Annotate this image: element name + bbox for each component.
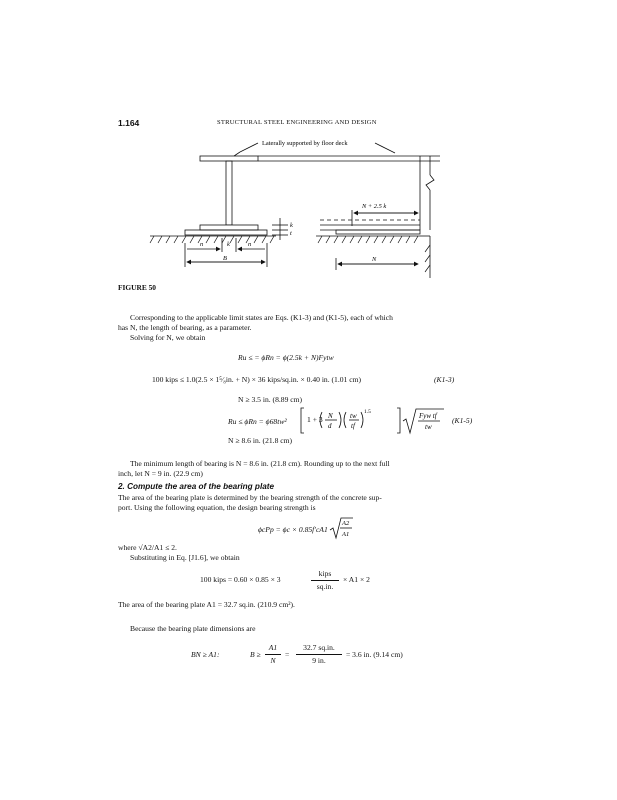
eq8-fraction1-num: A1 — [268, 643, 278, 652]
running-title: STRUCTURAL STEEL ENGINEERING AND DESIGN — [217, 119, 377, 126]
dims-line: Because the bearing plate dimensions are — [130, 624, 256, 633]
svg-text:1.5: 1.5 — [364, 409, 371, 415]
web — [226, 161, 232, 225]
equation-ru-2: Ru ≤ ϕRn = ϕ68tw² — [228, 417, 287, 426]
para1-line2: has N, the length of bearing, as a parameter. — [118, 323, 252, 332]
label-k-side: k — [290, 222, 293, 229]
eq-ref-k1-3: (K1-3) — [434, 375, 455, 384]
label-n-plus-2-5k: N + 2.5 k — [362, 203, 387, 210]
equation-b-ge: B ≥ — [250, 650, 261, 659]
para3-line1: The area of the bearing plate is determined by the bearing strength of the concrete sup- — [118, 493, 382, 502]
equation-100kips-2: 100 kips = 0.60 × 0.85 × 3 — [200, 575, 281, 584]
bottom-flange — [200, 225, 258, 230]
equation-ru-1: Ru ≤ = ϕRn = ϕ(2.5k + N)Fytw — [238, 353, 334, 362]
svg-text:A1: A1 — [342, 531, 350, 538]
section-heading: 2. Compute the area of the bearing plate — [118, 482, 275, 491]
label-k-mid: k — [227, 241, 230, 248]
para2-line1: The minimum length of bearing is N = 8.6 in. (21.8 cm). Rounding up to the next full — [130, 459, 390, 468]
para3-line2: port. Using the following equation, the design bearing strength is — [118, 503, 316, 512]
substitution-line: Substituting in Eq. [J1.6], we obtain — [130, 553, 240, 562]
eq7-fraction-den: sq.in. — [316, 582, 334, 591]
area-line: The area of the bearing plate A1 = 32.7 sq.in. (210.9 cm²). — [118, 600, 295, 609]
eq8-fraction2-den: 9 in. — [312, 656, 326, 665]
para1-line1: Corresponding to the applicable limit states are Eqs. (K1-3) and (K1-5), each of which — [130, 313, 393, 322]
label-n-right: n — [248, 241, 252, 248]
label-B: B — [223, 255, 227, 262]
label-n-left: n — [200, 241, 204, 248]
eq7-fraction-num: kips — [318, 569, 332, 578]
equation-n-min-2: N ≥ 8.6 in. (21.8 cm) — [228, 436, 293, 445]
label-N: N — [372, 256, 377, 263]
svg-text:A2: A2 — [342, 520, 350, 527]
label-lateral: Laterally supported by floor deck — [262, 140, 348, 147]
equation-bn: BN ≥ A1: — [191, 650, 220, 659]
where-line: where √A2/A1 ≤ 2. — [118, 543, 177, 552]
page-number: 1.164 — [118, 118, 140, 128]
top-flange — [200, 156, 258, 161]
svg-text:Fyw tf: Fyw tf — [419, 412, 437, 420]
svg-text:N: N — [328, 412, 333, 420]
eq7-fraction-bar — [311, 580, 339, 581]
eq8-fraction1-den: N — [270, 656, 276, 665]
eq-ref-k1-5: (K1-5) — [452, 416, 473, 425]
figure-caption: FIGURE 50 — [118, 283, 156, 292]
eq8-fraction1-bar — [265, 654, 281, 655]
para2-line2: inch, let N = 9 in. (22.9 cm) — [118, 469, 203, 478]
bearing-plate — [185, 230, 267, 235]
equation-100kips-1: 100 kips ≤ 1.0(2.5 × 1⁵⁄₈in. + N) × 36 kips/sq.in. × 0.40 in. (1.01 cm) — [152, 375, 362, 384]
svg-text:tw: tw — [350, 412, 357, 420]
equation-bearing-strength: ϕcPp = ϕc × 0.85f′cA1 — [258, 525, 328, 534]
svg-text:tf: tf — [351, 422, 355, 430]
eq8-fraction2-num: 32.7 sq.in. — [303, 643, 335, 652]
label-t: t — [290, 230, 292, 237]
equation-100kips-2-rhs: × A1 × 2 — [343, 575, 370, 584]
eq8-fraction2-bar — [296, 654, 342, 655]
svg-text:tw: tw — [425, 423, 432, 431]
svg-text:1 + 3: 1 + 3 — [307, 415, 323, 424]
eq8-equals: = — [285, 650, 290, 659]
svg-text:d: d — [328, 422, 332, 430]
equation-b-result: = 3.6 in. (9.14 cm) — [346, 650, 403, 659]
equation-n-min-1: N ≥ 3.5 in. (8.89 cm) — [238, 395, 303, 404]
para1-line3: Solving for N, we obtain — [130, 333, 206, 342]
